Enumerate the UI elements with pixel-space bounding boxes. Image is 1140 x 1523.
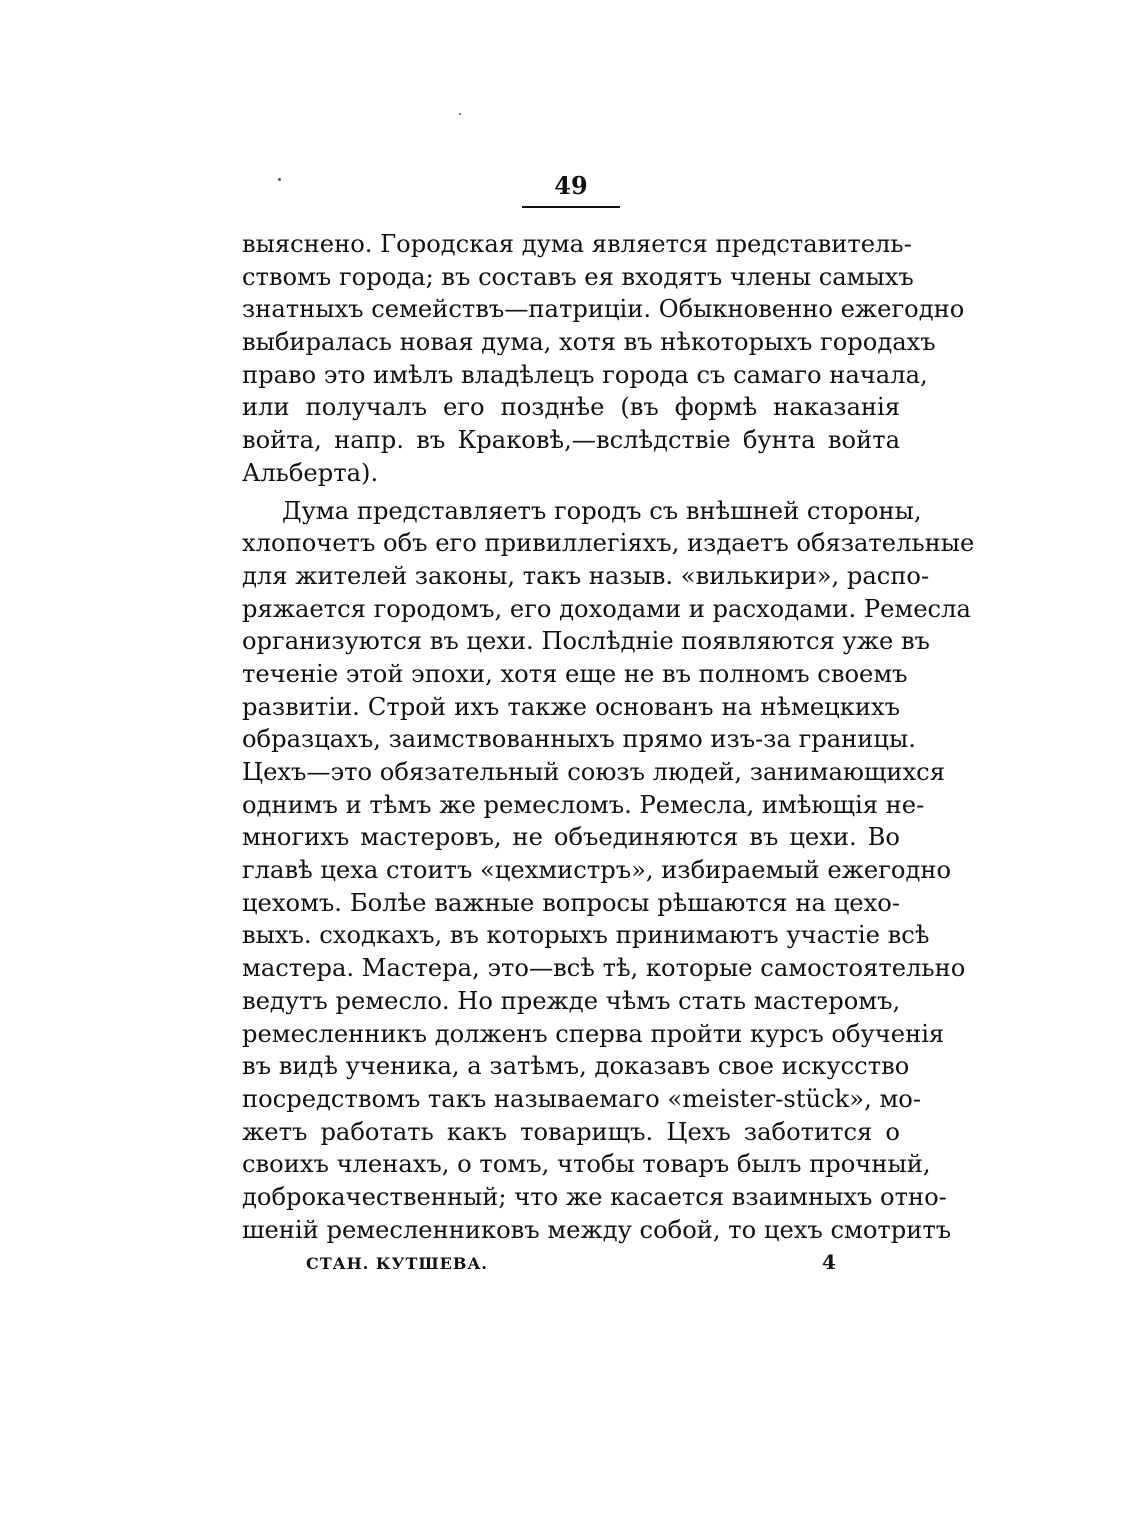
text-line: знатныхъ семействъ—патриціи. Обыкновенно ежегодно — [242, 295, 965, 324]
paragraph — [242, 228, 965, 490]
text-line: мастера. Мастера, это—всѣ тѣ, которые самостоятельно — [242, 954, 966, 983]
signature-number: 4 — [822, 1250, 836, 1274]
text-line: Цехъ—это обязательный союзъ людей, занимающихся — [242, 758, 945, 786]
text-line: Дума представляетъ городъ съ внѣшней стороны, — [282, 496, 922, 525]
text-line: доброкачественный; что же касается взаимныхъ отно- — [242, 1182, 947, 1211]
page-number-rule — [522, 206, 620, 208]
printer-signature: СТАН. КУТШЕВА. — [306, 1254, 488, 1273]
text-line: образцахъ, заимствованныхъ прямо изъ-за границы. — [242, 725, 916, 754]
paragraph — [242, 495, 975, 1247]
text-line: выбиралась новая дума, хотя въ нѣкоторыхъ городахъ — [242, 328, 936, 357]
text-line: шеній ремесленниковъ между собой, то цехъ смотритъ — [242, 1215, 952, 1244]
text-line: организуются въ цехи. Послѣдніе появляются уже въ — [242, 627, 930, 656]
text-line: въ видѣ ученика, а затѣмъ, доказавъ свое искусство — [242, 1052, 910, 1081]
text-line: выхъ. сходкахъ, въ которыхъ принимаютъ участіе всѣ — [242, 921, 930, 950]
text-line: теченіе этой эпохи, хотя еще не въ полномъ своемъ — [242, 659, 908, 688]
text-line: однимъ и тѣмъ же ремесломъ. Ремесла, имѣющія не- — [242, 790, 925, 819]
text-line: жетъ работать какъ товарищъ. Цехъ заботится о — [242, 1117, 900, 1146]
text-line: выяснено. Городская дума является представитель- — [242, 230, 912, 258]
text-line: ствомъ города; въ составъ ея входятъ члены самыхъ — [242, 262, 914, 291]
text-line: главѣ цеха стоитъ «цехмистръ», избираемый ежегодно — [242, 856, 952, 885]
text-line: посредствомъ такъ называемаго «meister-stück», мо- — [242, 1084, 922, 1113]
text-line: ремесленникъ долженъ сперва пройти курсъ обученія — [242, 1019, 945, 1048]
print-speck — [278, 178, 281, 181]
body-text — [242, 228, 975, 1246]
text-line: своихъ членахъ, о томъ, чтобы товаръ былъ прочный, — [242, 1150, 931, 1179]
text-line: право это имѣлъ владѣлецъ города съ самаго начала, — [242, 360, 928, 389]
text-line: войта, напр. въ Краковѣ,—вслѣдствіе бунта войта — [242, 426, 900, 455]
text-line: развитіи. Строй ихъ также основанъ на нѣмецкихъ — [242, 692, 900, 721]
text-line: многихъ мастеровъ, не объединяются въ цехи. Во — [242, 823, 900, 852]
text-line: или получалъ его позднѣе (въ формѣ наказанія — [242, 393, 900, 422]
page-number: 49 — [554, 171, 588, 200]
text-line: для жителей законы, такъ назыв. «вилькири», распо- — [242, 561, 930, 590]
text-line: ведутъ ремесло. Но прежде чѣмъ стать мастеромъ, — [242, 986, 901, 1015]
text-line: цехомъ. Болѣе важные вопросы рѣшаются на цехо- — [242, 888, 900, 917]
text-line: Альберта). — [242, 458, 379, 487]
text-line: ряжается городомъ, его доходами и расходами. Ремесла — [242, 594, 971, 623]
text-line: хлопочетъ объ его привиллегіяхъ, издаетъ обязательные — [242, 529, 975, 558]
print-speck — [459, 113, 461, 115]
